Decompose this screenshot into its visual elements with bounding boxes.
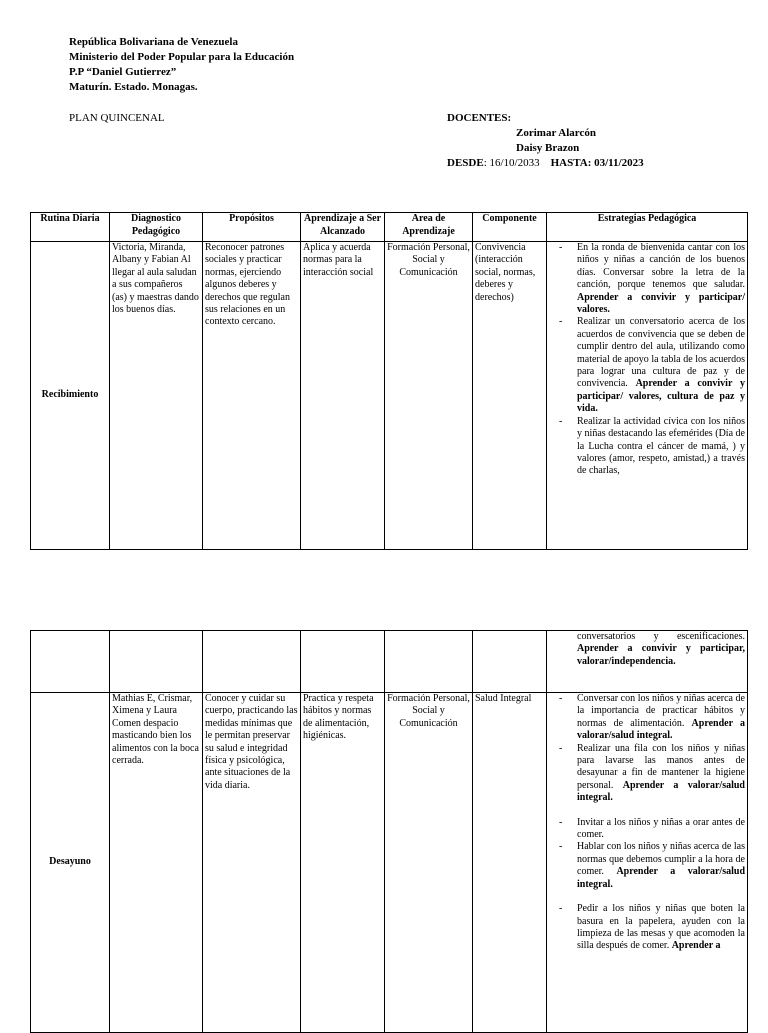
aprendizaje-cell: Practica y respeta hábitos y normas de alimentación, higiénicas. [301,693,385,1033]
strategy-item: - Realizar un conversatorio acerca de los acuerdos de convivencia que se deben de cumplir dentro del aula, utilizando como material de apoyo la tabla de los acuerdos para lograr una cultura de paz y de convivencia. Aprender a convivir y participar/ valores, cultura de paz y vida. [549,316,745,415]
table-row-continuation [31,631,748,693]
col-header-propositos: Propósitos [203,213,301,242]
header-line-school: P.P “Daniel Gutierrez” [69,66,177,78]
col-header-componente: Componente [473,213,547,242]
componente-cell: Convivencia (interacción social, normas, deberes y derechos) [473,242,547,550]
desde-value: : 16/10/2033 [483,157,540,169]
strategy-item: - En la ronda de bienvenida cantar con los niños y niñas a canción de los buenos días. Conversar sobre la letra de la canción, porque tenemos que saludar. Aprender a convivir y participar/ valores. [549,242,745,316]
strategy-item: - Realizar una fila con los niños y niñas para lavarse las manos antes de desayunar a fin de mantener la higiene personal. Aprender a valorar/salud integral. [549,743,745,805]
table-row-recibimiento [31,242,748,550]
col-header-aprendizaje: Aprendizaje a Ser Alcanzado [301,213,385,242]
strategy-item: - Pedir a los niños y niñas que boten la basura en la papelera, ayuden con la limpieza de las mesas y que acomoden la silla después de comer. Aprender a [549,903,745,953]
rutina-cell: Recibimiento [31,242,110,550]
strategy-item: - Realizar la actividad cívica con los niños y niñas destacando las efemérides (Día de la Lucha contra el cáncer de mamá, ) y valores (amor, respeto, amistad,) a través de charlas, [549,416,745,478]
plan-table-page-1 [30,212,748,550]
estrategias-cell [547,693,748,1033]
hasta-label: HASTA: 03/11/2023 [550,157,644,169]
aprendizaje-cell: Aplica y acuerda normas para la interacción social [301,242,385,550]
area-cell: Formación Personal, Social y Comunicación [385,693,473,1033]
strategy-item: - Conversar con los niños y niñas acerca de la importancia de practicar hábitos y normas de alimentación. Aprender a valorar/salud integral. [549,693,745,743]
col-header-rutina: Rutina Diaria [31,213,110,242]
rutina-cell: Desayuno [31,693,110,1033]
diagnostico-cell: Victoria, Miranda, Albany y Fabian Al llegar al aula saludan a sus compañeros (as) y maestras dando los buenos días. [110,242,203,550]
componente-cell: Salud Integral [473,693,547,1033]
col-header-area: Area de Aprendizaje [385,213,473,242]
institution-header [69,35,294,95]
table-header-row [31,213,748,242]
header-line-location: Maturín. Estado. Monagas. [69,81,198,93]
strategy-item: - Hablar con los niños y niñas acerca de las normas que debemos cumplir a la hora de comer. Aprender a valorar/salud integral. [549,841,745,891]
desde-label: DESDE [447,157,484,169]
estrategias-cell [547,242,748,550]
strategy-continuation: conversatorios y escenificaciones. Aprender a convivir y participar, valorar/independencia. [577,631,745,667]
col-header-diagnostico: Diagnostico Pedagógico [110,213,203,242]
docente-name-1: Zorimar Alarcón [516,127,596,139]
header-line-country: República Bolivariana de Venezuela [69,36,238,48]
docentes-label: DOCENTES: [447,112,512,124]
date-range [447,156,644,171]
estrategias-continuation-cell [547,631,748,693]
docente-name-2: Daisy Brazon [516,142,580,154]
table-row-desayuno [31,693,748,1033]
strategy-item: - Invitar a los niños y niñas a orar antes de comer. [549,817,745,842]
plan-title: PLAN QUINCENAL [69,112,165,124]
diagnostico-cell: Mathias E, Crismar, Ximena y Laura Comen despacio masticando bien los alimentos con la boca cerrada. [110,693,203,1033]
header-line-ministry: Ministerio del Poder Popular para la Educación [69,51,295,63]
area-cell: Formación Personal, Social y Comunicación [385,242,473,550]
propositos-cell: Reconocer patrones sociales y practicar normas, ejerciendo algunos deberes y derechos que regulan sus relaciones en un contexto cercano. [203,242,301,550]
col-header-estrategias: Estrategias Pedagógica [547,213,748,242]
plan-table-page-2 [30,630,748,1033]
propositos-cell: Conocer y cuidar su cuerpo, practicando las medidas mínimas que le permitan preservar su salud e integridad física y psicológica, ante situaciones de la vida diaria. [203,693,301,1033]
